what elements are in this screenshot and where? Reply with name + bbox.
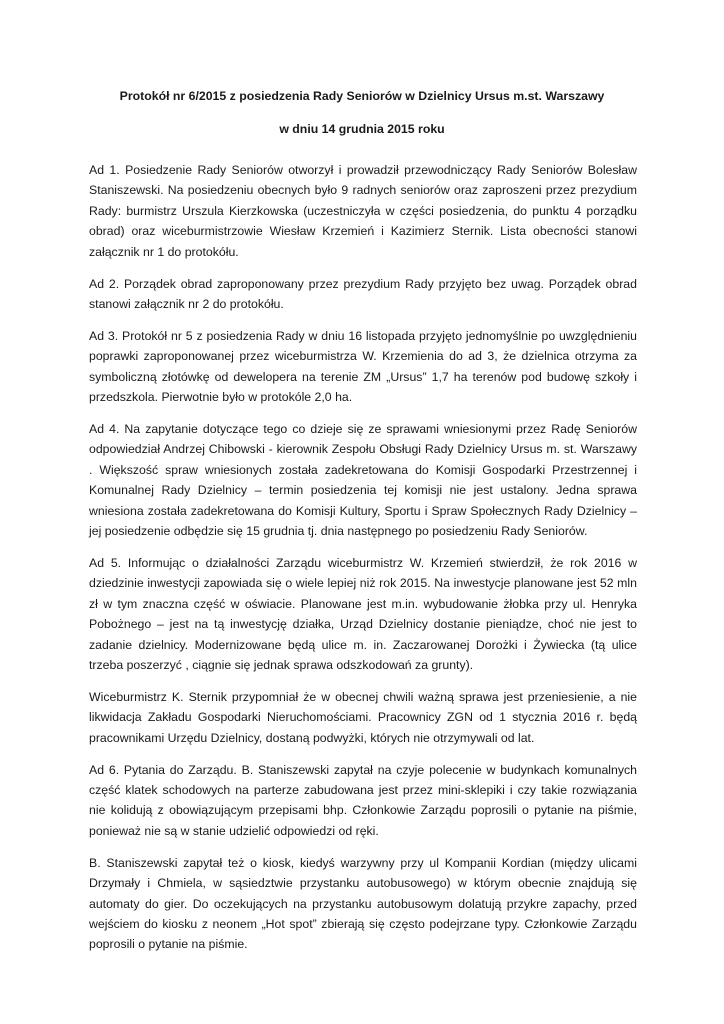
paragraph-kiosk: B. Staniszewski zapytał też o kiosk, kiedyś warzywny przy ul Kompanii Kordian (między ulicami Drzymały i Chmiela, w sąsiedztwie przystanku autobusowego) w którym obecnie znajdują się automaty do gier. Do oczekujących na przystanku autobusowym dolatują przykre zapachy, przed wejściem do kiosku z neonem „Hot spot” zbierają się często podejrzane typy. Członkowie Zarządu poprosili o pytanie na piśmie. xyxy=(89,855,637,952)
paragraph-ad-2: Ad 2. Porządek obrad zaproponowany przez prezydium Rady przyjęto bez uwag. Porządek obrad stanowi załącznik nr 2 do protokółu. xyxy=(89,276,637,311)
document-title: Protokół nr 6/2015 z posiedzenia Rady Seniorów w Dzielnicy Ursus m.st. Warszawy xyxy=(119,89,605,103)
paragraph-ad-5: Ad 5. Informując o działalności Zarządu wiceburmistrz W. Krzemień stwierdził, że rok 2016 w dziedzinie inwestycji zapowiada się o wiele lepiej niż rok 2015. Na inwestycje planowane jest 52 mln zł w tym znaczna część w oświacie. Planowane jest m.in. wybudowanie żłobka przy ul. Henryka Pobożnego – jest na tą inwestycję działka, Urząd Dzielnicy dostanie pieniądze, choć nie jest to zadanie dzielnicy. Modernizowane będą ulice m. in. Zaczarowanej Dorożki i Żywiecka (tą ulice trzeba poszerzyć , ciągnie się jednak sprawa odszkodowań za grunty). xyxy=(89,555,637,672)
document-body xyxy=(89,160,637,966)
paragraph-sternik: Wiceburmistrz K. Sternik przypomniał że w obecnej chwili ważną sprawa jest przeniesienie, a nie likwidacja Zakładu Gospodarki Nieruchomościami. Pracownicy ZGN od 1 stycznia 2016 r. będą pracownikami Urzędu Dzielnicy, dostaną podwyżki, których nie otrzymywali od lat. xyxy=(89,689,637,745)
paragraph-ad-1: Ad 1. Posiedzenie Rady Seniorów otworzył i prowadził przewodniczący Rady Seniorów Bolesław Staniszewski. Na posiedzeniu obecnych było 9 radnych seniorów oraz zaproszeni przez prezydium Rady: burmistrz Urszula Kierzkowska (uczestniczyła w części posiedzenia, do punktu 4 porządku obrad) oraz wiceburmistrzowie Wiesław Krzemień i Kazimierz Sternik. Lista obecności stanowi załącznik nr 1 do protokółu. xyxy=(89,163,637,259)
paragraph-ad-3: Ad 3. Protokół nr 5 z posiedzenia Rady w dniu 16 listopada przyjęto jednomyślnie po uwzględnieniu poprawki zaproponowanej przez wiceburmistrza W. Krzemienia do ad 3, że dzielnica otrzyma za symboliczną złotówkę od dewelopera na terenie ZM „Ursus” 1,7 ha terenów pod budowę szkoły i przedszkola. Pierwotnie było w protokóle 2,0 ha. xyxy=(89,328,637,405)
document-date: w dniu 14 grudnia 2015 roku xyxy=(279,122,445,136)
paragraph-ad-6: Ad 6. Pytania do Zarządu. B. Staniszewski zapytał na czyje polecenie w budynkach komunalnych część klatek schodowych na parterze zabudowana jest przez mini-sklepiki i czy takie rozwiązania nie kolidują z obowiązującym przepisami bhp. Członkowie Zarządu poprosili o pytanie na piśmie, ponieważ nie są w stanie udzielić odpowiedzi od ręki. xyxy=(89,762,637,838)
paragraph-ad-4: Ad 4. Na zapytanie dotyczące tego co dzieje się ze sprawami wniesionymi przez Radę Seniorów odpowiedział Andrzej Chibowski - kierownik Zespołu Obsługi Rady Dzielnicy Ursus m. st. Warszawy . Większość spraw wniesionych została zadekretowana do Komisji Gospodarki Przestrzennej i Komunalnej Rady Dzielnicy – termin posiedzenia tej komisji nie jest ustalony. Jedna sprawa wniesiona została zadekretowana do Komisji Kultury, Sportu i Spraw Społecznych Rady Dzielnicy – jej posiedzenie odbędzie się 15 grudnia tj. dnia następnego po posiedzeniu Rady Seniorów. xyxy=(89,421,637,538)
